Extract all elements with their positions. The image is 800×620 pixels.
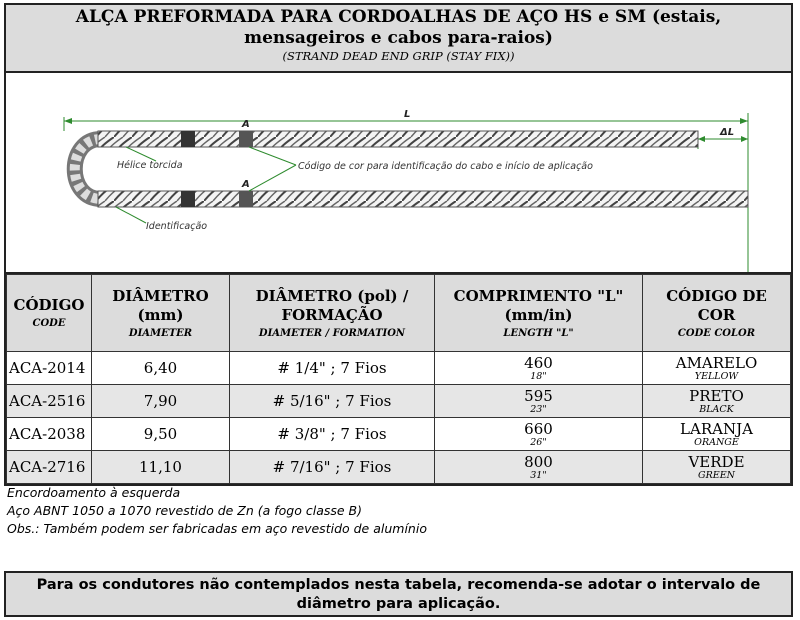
recommendation-line-1: Para os condutores não contemplados nesta tabela, recomenda-se adotar o intervalo de	[36, 577, 761, 593]
note-stranding: Encordoamento à esquerda	[7, 485, 181, 500]
cell-code: ACA-2716	[7, 451, 92, 484]
header-diameter-formation: DIÂMETRO (pol) / FORMAÇÃO DIAMETER / FORMATION	[230, 275, 435, 352]
identification-mark-bottom	[181, 191, 195, 207]
color-code-mark-bottom	[239, 191, 253, 207]
color-code-mark-top	[239, 131, 253, 147]
cell-length: 460 18"	[435, 352, 643, 385]
cell-color: PRETO BLACK	[643, 385, 791, 418]
note-observation: Obs.: Também podem ser fabricadas em aço revestido de alumínio	[7, 521, 427, 536]
cell-diameter: 7,90	[92, 385, 230, 418]
label-color-code: Código de cor para identificação do cabo e início de aplicação	[298, 161, 593, 172]
label-delta-L: ΔL	[720, 127, 735, 138]
cell-length: 800 31"	[435, 451, 643, 484]
cell-color: AMARELO YELLOW	[643, 352, 791, 385]
cell-formation: # 7/16" ; 7 Fios	[230, 451, 435, 484]
cell-code: ACA-2014	[7, 352, 92, 385]
cell-code: ACA-2038	[7, 418, 92, 451]
cell-formation: # 3/8" ; 7 Fios	[230, 418, 435, 451]
header-diameter-mm: DIÂMETRO (mm) DIAMETER	[92, 275, 230, 352]
table-row	[7, 352, 791, 385]
cell-diameter: 9,50	[92, 418, 230, 451]
cell-color: LARANJA ORANGE	[643, 418, 791, 451]
cell-formation: # 1/4" ; 7 Fios	[230, 352, 435, 385]
product-drawing	[6, 73, 791, 274]
label-A-bottom: A	[242, 179, 250, 190]
header	[6, 5, 791, 73]
table-row	[7, 451, 791, 484]
recommendation-line-2: diâmetro para aplicação.	[296, 596, 501, 612]
table-row	[7, 385, 791, 418]
cell-color: VERDE GREEN	[643, 451, 791, 484]
page-title	[6, 5, 791, 49]
spec-table	[6, 274, 791, 484]
recommendation-box	[4, 571, 793, 617]
notes	[7, 484, 427, 538]
title-line-1: ALÇA PREFORMADA PARA CORDOALHAS DE AÇO HS e SM (estais,	[75, 7, 722, 27]
header-color-code: CÓDIGO DE COR CODE COLOR	[643, 275, 791, 352]
cell-length: 595 23"	[435, 385, 643, 418]
cell-length: 660 26"	[435, 418, 643, 451]
page-subtitle: (STRAND DEAD END GRIP (STAY FIX))	[282, 49, 515, 63]
label-L: L	[404, 109, 411, 120]
header-length: COMPRIMENTO "L" (mm/in) LENGTH "L"	[435, 275, 643, 352]
cell-code: ACA-2516	[7, 385, 92, 418]
grip-diagram	[6, 73, 791, 272]
table-header-row	[7, 275, 791, 352]
note-material: Aço ABNT 1050 a 1070 revestido de Zn (a fogo classe B)	[7, 503, 363, 518]
header-code: CÓDIGO CODE	[7, 275, 92, 352]
spec-sheet	[4, 3, 793, 486]
title-line-2: mensageiros e cabos para-raios)	[244, 28, 553, 48]
table-row	[7, 418, 791, 451]
cell-formation: # 5/16" ; 7 Fios	[230, 385, 435, 418]
grip-bottom-leg	[98, 191, 748, 207]
label-identification: Identificação	[146, 221, 208, 232]
identification-mark-top	[181, 131, 195, 147]
cell-diameter: 6,40	[92, 352, 230, 385]
label-helice: Hélice torcida	[117, 160, 183, 171]
cell-diameter: 11,10	[92, 451, 230, 484]
label-A-top: A	[242, 119, 250, 130]
